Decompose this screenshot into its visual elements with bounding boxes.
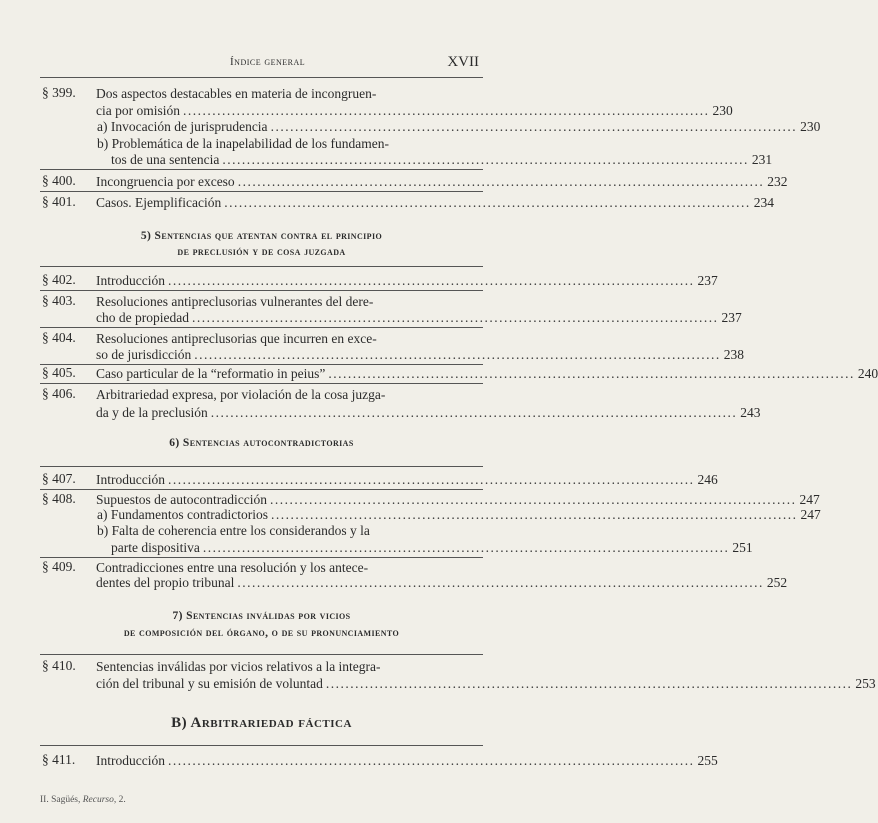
section-rule [40, 745, 483, 746]
running-head-page-number: XVII [447, 54, 479, 70]
page-number: 240 [857, 366, 878, 381]
section-number: § 403. [42, 293, 76, 308]
section-number: § 408. [42, 491, 76, 506]
page-number: 255 [697, 753, 718, 768]
page-number: 247 [800, 507, 821, 522]
section-number: § 405. [42, 365, 76, 380]
entry-title-cont [96, 102, 733, 119]
subentry-b: b) Problemática de la inapelabilidad de los fundamen- [97, 136, 390, 151]
entry-text: Casos. Ejemplificación [96, 195, 222, 210]
entry-rule [40, 489, 483, 490]
section-rule [40, 266, 483, 267]
header-rule [40, 77, 483, 78]
entry-title [96, 365, 878, 382]
section-heading-b: B) Arbitrariedad fáctica [171, 715, 352, 731]
entry-title-cont [96, 404, 761, 421]
section-heading-5: 5) Sentencias que atentan contra el principio [140, 230, 383, 242]
footer-text: II. Sagüés, [40, 795, 83, 805]
entry-rule [40, 169, 483, 170]
entry-text: a) Invocación de jurisprudencia [97, 119, 268, 134]
page-number: 230 [800, 119, 821, 134]
dot-leader: ............................................................................................................ [167, 472, 695, 487]
entry-title: Resoluciones antipreclusorias que incurren en exce- [96, 331, 377, 346]
dot-leader: ............................................................................................................ [183, 103, 710, 118]
section-heading-5-cont: de preclusión y de cosa juzgada [177, 246, 346, 258]
section-heading-7-cont: de composición del órgano, o de su pronunciamiento [123, 627, 400, 639]
entry-title: Sentencias inválidas por vicios relativos a la integra- [96, 659, 381, 674]
section-heading-7: 7) Sentencias inválidas por vicios [172, 610, 351, 622]
dot-leader: ............................................................................................................ [191, 310, 719, 325]
page-number: 247 [799, 492, 820, 507]
dot-leader: ............................................................................................................ [270, 119, 798, 134]
dot-leader: ............................................................................................................ [222, 152, 749, 167]
page-number: 237 [721, 310, 742, 325]
entry-rule [40, 290, 483, 291]
page-number: 237 [697, 273, 718, 288]
page-number: 251 [732, 540, 753, 555]
section-rule [40, 466, 483, 467]
entry-text: Introducción [96, 472, 165, 487]
subentry-b: b) Falta de coherencia entre los considerandos y la [97, 523, 370, 538]
entry-rule [40, 191, 483, 192]
section-number: § 410. [42, 658, 76, 673]
entry-title: Arbitrariedad expresa, por violación de la cosa juzga- [96, 387, 386, 402]
dot-leader: ............................................................................................................ [270, 507, 798, 522]
entry-text: Supuestos de autocontradicción [96, 492, 267, 507]
dot-leader: ............................................................................................................ [167, 753, 695, 768]
entry-text: da y de la preclusión [96, 405, 208, 420]
subentry-b-cont [111, 151, 773, 168]
entry-text: parte dispositiva [111, 540, 200, 555]
dot-leader: ............................................................................................................ [237, 174, 765, 189]
page-number: 234 [753, 195, 774, 210]
page-number: 246 [697, 472, 718, 487]
dot-leader: ............................................................................................................ [325, 676, 853, 691]
section-number: § 411. [42, 752, 76, 767]
entry-title [96, 272, 718, 289]
entry-title-cont [96, 309, 742, 326]
entry-title [96, 752, 718, 769]
section-number: § 399. [42, 85, 76, 100]
section-heading-6: 6) Sentencias autocontradictorias [169, 437, 354, 449]
dot-leader: ............................................................................................................ [269, 492, 797, 507]
entry-title-cont [96, 346, 744, 363]
subentry-a [97, 506, 821, 523]
entry-title-cont [96, 675, 876, 692]
footer-italic: Recurso [82, 795, 114, 805]
entry-text: dentes del propio tribunal [96, 575, 235, 590]
entry-text: cia por omisión [96, 103, 180, 118]
page-number: 253 [855, 676, 876, 691]
entry-title [96, 173, 788, 190]
entry-text: Incongruencia por exceso [96, 174, 235, 189]
page-number: 231 [751, 152, 773, 167]
subentry-a [97, 118, 821, 135]
entry-title: Resoluciones antipreclusorias vulnerantes del dere- [96, 294, 374, 309]
running-head-title: Índice general [230, 56, 306, 68]
dot-leader: ............................................................................................................ [202, 540, 730, 555]
entry-title [96, 471, 718, 488]
page-number: 238 [723, 347, 744, 362]
entry-text: ción del tribunal y su emisión de voluntad [96, 676, 323, 691]
entry-rule [40, 383, 483, 384]
page-number: 230 [712, 103, 733, 118]
section-number: § 407. [42, 471, 76, 486]
footer-text-end: , 2. [113, 795, 126, 805]
section-number: § 402. [42, 272, 76, 287]
entry-title: Contradicciones entre una resolución y los antece- [96, 560, 369, 575]
dot-leader: ............................................................................................................ [194, 347, 721, 362]
entry-rule [40, 557, 483, 558]
dot-leader: ............................................................................................................ [328, 366, 855, 381]
entry-text: so de jurisdicción [96, 347, 192, 362]
dot-leader: ............................................................................................................ [237, 575, 764, 590]
page-number: 243 [740, 405, 761, 420]
running-head [0, 54, 523, 72]
section-number: § 406. [42, 386, 76, 401]
section-rule [40, 654, 483, 655]
section-number: § 404. [42, 330, 76, 345]
subentry-b-cont [111, 539, 753, 556]
entry-text: Introducción [96, 273, 165, 288]
entry-rule [40, 327, 483, 328]
page-number: 252 [766, 575, 788, 590]
dot-leader: ............................................................................................................ [224, 195, 751, 210]
entry-text: tos de una sentencia [111, 152, 220, 167]
section-number: § 401. [42, 194, 76, 209]
entry-text: cho de propiedad [96, 310, 189, 325]
entry-title [96, 194, 774, 211]
entry-title-cont [96, 574, 788, 591]
dot-leader: ............................................................................................................ [210, 405, 738, 420]
entry-text: Introducción [96, 753, 165, 768]
page-footer [40, 795, 126, 805]
entry-title: Dos aspectos destacables en materia de incongruen- [96, 86, 377, 101]
entry-text: a) Fundamentos contradictorios [97, 507, 268, 522]
entry-text: Caso particular de la “reformatio in peius” [96, 366, 326, 381]
section-number: § 409. [42, 559, 76, 574]
dot-leader: ............................................................................................................ [167, 273, 695, 288]
page-number: 232 [767, 174, 788, 189]
section-number: § 400. [42, 173, 76, 188]
